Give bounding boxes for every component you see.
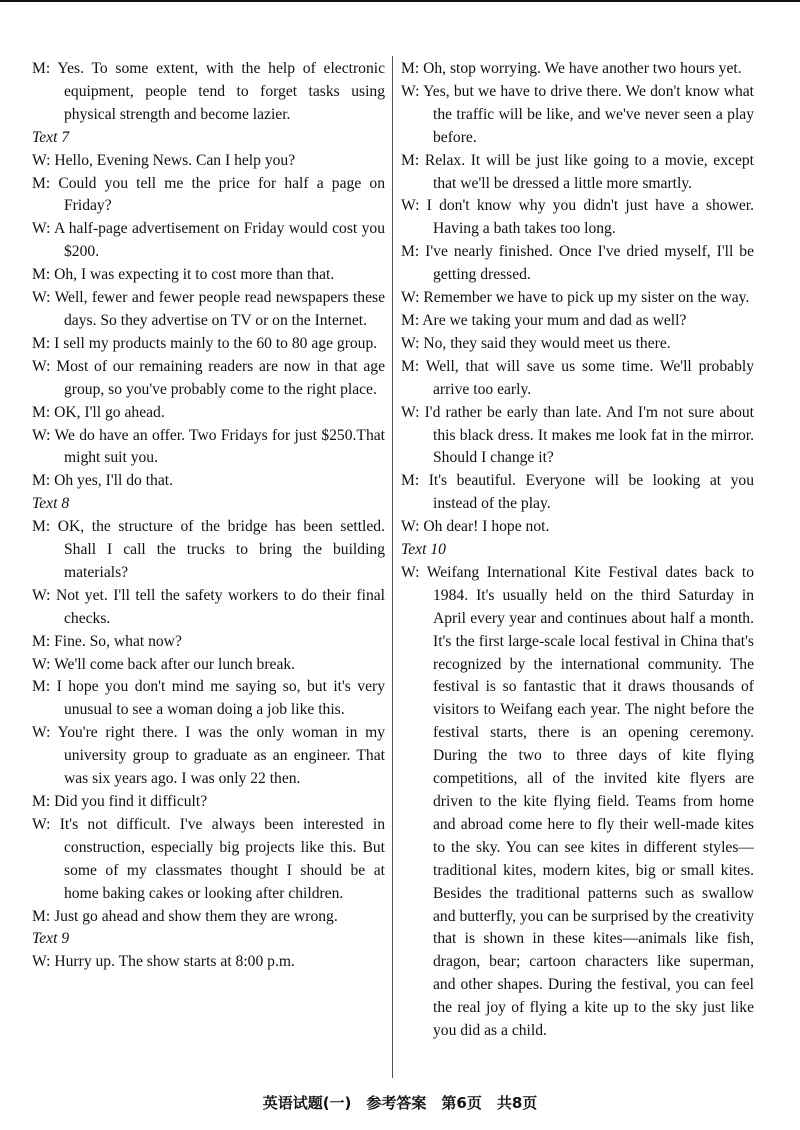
dialogue-line: W: I'd rather be early than late. And I'm not sure about this black dress. It makes me look fat in the mirror. Should I change it? (401, 403, 754, 467)
dialogue-line: W: Weifang International Kite Festival dates back to 1984. It's usually held on the third Saturday in April every year and continues about half a month. It's the first large-scale local festival in China that's recognized by the international community. The festival is so fantastic that it draws thousands of visitors to Weifang each year. The night before the festival starts, there is an opening ceremony. During the two to three days of kite flying competitions, all of the invited kite flyers are driven to the kite flying field. Teams from home and abroad come here to fly their well-made kites to the sky. You can see kites in different styles—traditional kites, modern kites, big or small kites. Besides the traditional patterns such as swallow and butterfly, you can be surprised by the creativity that is shown in these kites—animals like fish, dragon, bear; cartoon characters like superman, and other shapes. During the festival, you can feel the real joy of flying a kite up to the sky just like you did as a child. (401, 563, 754, 1040)
dialogue-line: M: Oh yes, I'll do that. (32, 472, 173, 490)
dialogue-line: M: Fine. So, what now? (32, 632, 182, 650)
dialogue-line: M: Did you find it difficult? (32, 793, 208, 810)
dialogue-line: M: OK, the structure of the bridge has been settled. Shall I call the trucks to bring the building materials? (32, 518, 385, 581)
dialogue-line: W: Hello, Evening News. Can I help you? (32, 151, 296, 169)
dialogue-line: W: Most of our remaining readers are now in that age group, so you've probably come to the right place. (32, 357, 385, 398)
dialogue-line: W: Well, fewer and fewer people read newspapers these days. So they advertise on TV or on the Internet. (32, 289, 385, 329)
top-rule (0, 0, 800, 2)
page-footer: 英语试题(一) 参考答案 第6页 共8页 (262, 1094, 538, 1112)
dialogue-line: W: It's not difficult. I've always been interested in construction, especially big projects like this. But some of my classmates thought I should be at home baking cakes or looking after children. (32, 815, 385, 902)
dialogue-line: W: Yes, but we have to drive there. We don't know what the traffic will be like, and we've never seen a play before. (401, 82, 754, 146)
dialogue-line: W: A half-page advertisement on Friday would cost you $200. (32, 220, 385, 261)
section-heading: Text 10 (401, 541, 446, 559)
left-column (32, 58, 385, 974)
dialogue-line: M: Yes. To some extent, with the help of electronic equipment, people tend to forget tasks using physical strength and become lazier. (32, 60, 385, 123)
dialogue-line: W: You're right there. I was the only woman in my university group to graduate as an engineer. That was six years ago. I was only 22 then. (32, 724, 385, 788)
dialogue-line: M: Well, that will save us some time. We'll probably arrive too early. (401, 357, 754, 398)
dialogue-line: W: We'll come back after our lunch break. (32, 655, 296, 673)
dialogue-line: W: Oh dear! I hope not. (401, 518, 550, 536)
dialogue-line: M: Could you tell me the price for half a page on Friday? (32, 174, 385, 215)
dialogue-line: W: Not yet. I'll tell the safety workers to do their final checks. (32, 586, 385, 627)
dialogue-line: W: No, they said they would meet us there. (401, 334, 671, 352)
column-divider (392, 56, 393, 1078)
dialogue-line: M: I hope you don't mind me saying so, but it's very unusual to see a woman doing a job like this. (32, 678, 385, 719)
dialogue-line: M: Oh, I was expecting it to cost more than that. (32, 266, 335, 284)
dialogue-line: M: Oh, stop worrying. We have another two hours yet. (401, 60, 742, 77)
dialogue-line: M: Relax. It will be just like going to a movie, except that we'll be dressed a little more smartly. (401, 151, 754, 192)
dialogue-line: M: I've nearly finished. Once I've dried myself, I'll be getting dressed. (401, 243, 754, 284)
section-heading: Text 8 (32, 495, 70, 513)
section-heading: Text 9 (32, 930, 70, 948)
dialogue-line: W: Remember we have to pick up my sister on the way. (401, 289, 750, 307)
right-column (401, 58, 754, 1043)
dialogue-line: W: Hurry up. The show starts at 8:00 p.m. (32, 953, 295, 971)
dialogue-line: W: We do have an offer. Two Fridays for just $250.That might suit you. (32, 426, 385, 467)
dialogue-line: M: Are we taking your mum and dad as well? (401, 311, 687, 329)
dialogue-line: W: I don't know why you didn't just have a shower. Having a bath takes too long. (401, 197, 754, 238)
dialogue-line: M: Just go ahead and show them they are wrong. (32, 907, 338, 925)
dialogue-line: M: It's beautiful. Everyone will be looking at you instead of the play. (401, 472, 754, 513)
dialogue-line: M: OK, I'll go ahead. (32, 403, 165, 421)
section-heading: Text 7 (32, 128, 70, 146)
dialogue-line: M: I sell my products mainly to the 60 to 80 age group. (32, 334, 378, 352)
